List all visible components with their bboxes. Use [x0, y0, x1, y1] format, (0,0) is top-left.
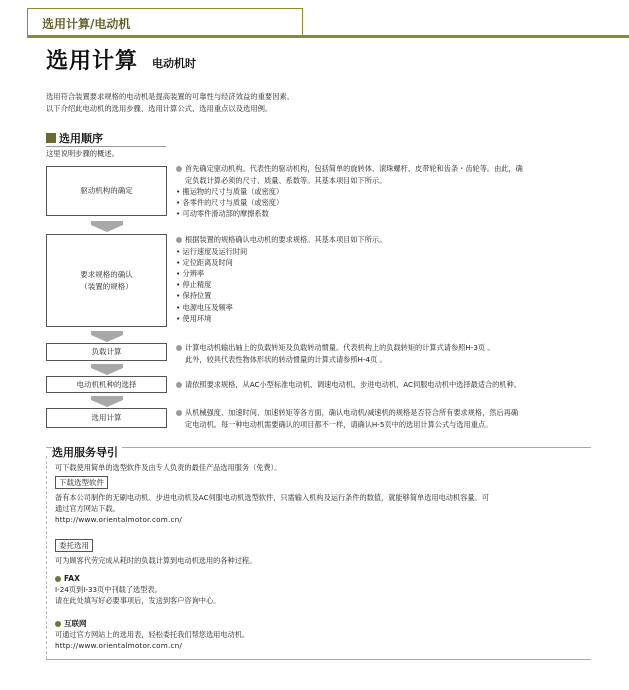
desc-line: 定负载计算必须的尺寸、质量、系数等。其基本项目如下所示。 [185, 176, 387, 186]
circle-bullet-icon [55, 621, 61, 627]
circle-bullet-icon [176, 410, 182, 416]
download-url-link[interactable]: http://www.orientalmotor.com.cn/ [55, 515, 182, 524]
desc-line: • 使用环境 [176, 313, 212, 323]
desc-line: 从机械强度、加速时间、加速转矩等各方面，确认电动机/减速机的规格是否符合所有要求规格，然后再确 [185, 408, 519, 417]
download-text: 通过官方网站下载。 [55, 504, 120, 513]
step-box-label: 选用计算 [91, 413, 122, 422]
step-description-requirement [176, 234, 586, 324]
desc-line: 根据装置的规格确认电动机的要求规格。其基本项目如下所示。 [185, 235, 387, 244]
header-tab-label: 选用计算/电动机 [42, 17, 131, 31]
intro-line: 选用符合装置要求规格的电动机是提高装置的可靠性与经济效益的重要因素。 [46, 92, 295, 101]
consign-block [55, 539, 256, 566]
header-tab [27, 8, 303, 36]
circle-bullet-icon [176, 237, 182, 243]
service-intro: 可下载使用简单的选型软件及由专人负责的最佳产品选用服务（免费）。 [55, 463, 282, 472]
section-description: 这里说明步骤的概述。 [46, 149, 119, 158]
step-description-motor-type [176, 379, 586, 391]
flow-arrow-icon [91, 225, 123, 232]
consign-selection-label[interactable]: 委托选用 [55, 539, 93, 552]
intro-paragraph [46, 91, 294, 115]
circle-bullet-icon [55, 576, 61, 582]
desc-line: • 保持位置 [176, 291, 212, 301]
step-description-selection [176, 407, 586, 430]
intro-line: 以下介绍此电动机的选用步骤、选用计算公式、选用重点以及选用例。 [46, 104, 273, 113]
desc-line: • 停止精度 [176, 280, 212, 290]
flow-arrow-icon [91, 335, 123, 342]
desc-line: 首先确定驱动机构。代表性的驱动机构，包括简单的旋转体、滚珠螺杆、皮带轮和齿条・齿轮等。由此，确 [185, 164, 523, 173]
download-software-label[interactable]: 下载选型软件 [55, 476, 108, 489]
step-description-load [176, 342, 586, 365]
step-box-label: 电动机机种的选择 [76, 379, 137, 389]
header-rule [27, 35, 629, 38]
step-box-motor-type [46, 376, 167, 393]
step-box-label: 要求规格的确认 [80, 269, 133, 279]
circle-bullet-icon [176, 166, 182, 172]
download-text: 备有本公司制作的无刷电动机、步进电动机及AC伺服电动机选型软件，只需输入机构及运行条件的数值，就能够简单选用电动机容量。可 [55, 493, 489, 502]
circle-bullet-icon [176, 382, 182, 388]
desc-line: • 电源电压及频率 [176, 302, 233, 312]
desc-line: • 可动零件滑动部的摩擦系数 [176, 209, 269, 219]
section-rule [46, 146, 166, 147]
internet-url-link[interactable]: http://www.orientalmotor.com.cn/ [55, 641, 182, 650]
fax-text: 请在此处填写好必要事项后，发送到客户咨询中心。 [55, 596, 221, 605]
step-box-drive-mechanism [46, 166, 167, 216]
flow-arrow-icon [91, 400, 123, 407]
page-title: 选用计算 [46, 49, 139, 74]
square-bullet-icon [46, 133, 56, 143]
internet-label: 互联网 [64, 619, 87, 628]
step-box-label: 驱动机构的确定 [80, 186, 133, 195]
download-block [55, 476, 489, 525]
consign-text: 可为顾客代劳完成从耗时的负载计算到电动机选用的各种过程。 [55, 556, 257, 565]
service-guide-title: 选用服务导引 [52, 444, 122, 460]
fax-block [55, 573, 220, 606]
internet-block [55, 618, 249, 651]
dashed-rule [46, 456, 47, 659]
step-box-label: （装置的规格） [80, 281, 133, 291]
circle-bullet-icon [176, 345, 182, 351]
desc-line: • 定位距离及时间 [176, 258, 233, 268]
desc-line: 定电动机。每一种电动机需要确认的项目都不一样，请确认H-5页中的选用计算公式与选用重点。 [185, 420, 493, 430]
step-description-drive [176, 163, 586, 219]
fax-label: FAX [64, 574, 80, 583]
desc-line: • 各零件的尺寸与质量（或密度） [176, 198, 284, 208]
flow-arrow-icon [91, 368, 123, 375]
desc-line: • 搬运物的尺寸与质量（或密度） [176, 187, 284, 197]
desc-line: • 运行速度及运行时间 [176, 247, 248, 257]
step-box-load-calc [46, 343, 167, 361]
page-subtitle: 电动机时 [152, 57, 196, 70]
section-title: 选用顺序 [59, 132, 103, 145]
fax-text: I-24页到I-33页中刊载了选型表。 [55, 585, 162, 594]
step-box-label: 负载计算 [91, 347, 122, 356]
internet-text: 可通过官方网站上的选用表，轻松委托我们帮您选用电动机。 [55, 630, 250, 639]
section-heading [46, 130, 103, 146]
desc-line: 请依照要求规格，从AC小型标准电动机、调速电动机、步进电动机、AC伺服电动机中选择最适合的机种。 [185, 380, 521, 389]
desc-line: • 分辨率 [176, 269, 205, 279]
step-box-requirement [46, 234, 167, 327]
step-box-selection-calc [46, 408, 167, 428]
desc-line: 计算电动机输出轴上的负载转矩及负载转动惯量。代表机构上的负载转矩的计算式请参照H-3页 。 [185, 343, 495, 352]
desc-line: 此外，较具代表性物体形状的转动惯量的计算式请参照H-4页 。 [185, 355, 387, 365]
